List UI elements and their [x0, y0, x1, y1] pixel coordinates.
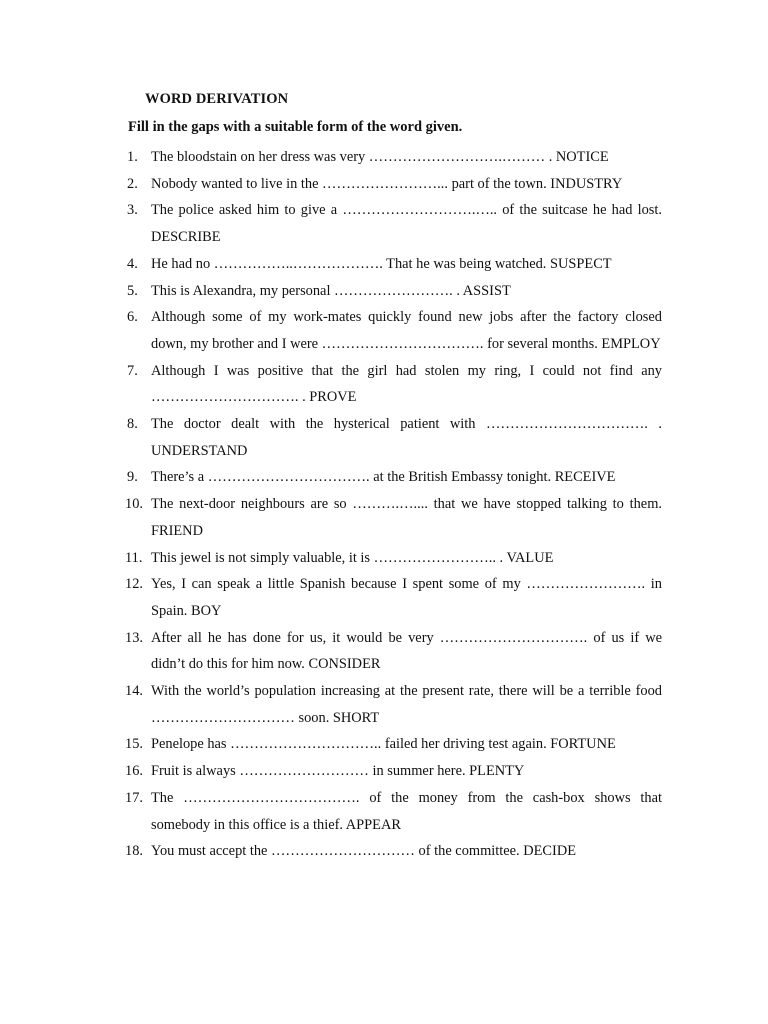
- exercise-item: [127, 678, 662, 731]
- item-text: This is Alexandra, my personal ……………………. . ASSIST: [151, 282, 511, 299]
- worksheet-instruction: Fill in the gaps with a suitable form of the word given.: [128, 119, 463, 135]
- exercise-item: [127, 358, 662, 411]
- item-text: There’s a ……………………………. at the British Embassy tonight. RECEIVE: [151, 469, 616, 486]
- item-text: Fruit is always ……………………… in summer here. PLENTY: [151, 763, 525, 780]
- item-number: 6.: [127, 309, 138, 326]
- item-number: 9.: [127, 469, 138, 486]
- item-number: 16.: [125, 763, 143, 780]
- item-text: The bloodstain on her dress was very ……………………….……… . NOTICE: [151, 149, 609, 165]
- item-number: 14.: [125, 683, 143, 700]
- item-text: After all he has done for us, it would be very …………………………. of us if we didn’t do this for him now. CONSIDER: [151, 629, 662, 673]
- item-text: The doctor dealt with the hysterical patient with ……………………………. . UNDERSTAND: [151, 416, 662, 459]
- item-text: He had no ……………..………………. That he was being watched. SUSPECT: [151, 255, 612, 272]
- exercise-item: [127, 464, 662, 491]
- exercise-item: [127, 571, 662, 624]
- item-text: Although I was positive that the girl had stolen my ring, I could not find any …………………………. . PROVE: [151, 362, 662, 406]
- item-number: 13.: [125, 629, 143, 646]
- item-text: The police asked him to give a ……………………….….. of the suitcase he had lost. DESCRIBE: [151, 202, 662, 246]
- item-text: You must accept the ………………………… of the committee. DECIDE: [151, 843, 577, 860]
- item-number: 5.: [127, 282, 138, 299]
- exercise-item: [127, 251, 662, 278]
- exercise-item: [127, 197, 662, 250]
- item-text: With the world’s population increasing at the present rate, there will be a terrible food ………………………… soon. SHORT: [151, 683, 662, 726]
- exercise-item: [127, 144, 662, 171]
- item-number: 3.: [127, 202, 138, 219]
- item-number: 4.: [127, 255, 138, 272]
- item-text: The next-door neighbours are so ……….….... that we have stopped talking to them. FRIEND: [151, 496, 662, 539]
- exercise-item: [127, 278, 662, 305]
- item-text: This jewel is not simply valuable, it is …………………….. . VALUE: [151, 549, 554, 566]
- exercise-item: [127, 545, 662, 572]
- item-text: Yes, I can speak a little Spanish because I spent some of my ……………………. in Spain. BOY: [151, 576, 662, 619]
- exercise-item: [127, 785, 662, 838]
- exercise-item: [127, 411, 662, 464]
- item-text: The ………………………………. of the money from the cash-box shows that somebody in this office is a thief. APPEAR: [151, 789, 662, 833]
- item-number: 10.: [125, 496, 143, 513]
- exercise-item: [127, 838, 662, 865]
- item-number: 7.: [127, 362, 138, 379]
- item-number: 15.: [125, 736, 143, 753]
- exercise-item: [127, 304, 662, 357]
- item-number: 1.: [127, 149, 138, 165]
- exercise-item: [127, 171, 662, 198]
- exercise-item: [127, 758, 662, 785]
- item-text: Although some of my work-mates quickly found new jobs after the factory closed down, my brother and I were ……………………………. for several months. EMPLOY: [151, 309, 662, 352]
- item-number: 11.: [125, 549, 143, 566]
- item-number: 17.: [125, 789, 143, 806]
- item-number: 2.: [127, 175, 138, 192]
- item-number: 18.: [125, 843, 143, 860]
- exercise-item: [127, 731, 662, 758]
- item-number: 8.: [127, 416, 138, 433]
- item-number: 12.: [125, 576, 143, 593]
- item-text: Penelope has ………………………….. failed her driving test again. FORTUNE: [151, 736, 616, 753]
- exercise-item: [127, 491, 662, 544]
- exercise-list: [127, 144, 662, 865]
- item-text: Nobody wanted to live in the ……………………... part of the town. INDUSTRY: [151, 175, 623, 192]
- worksheet-title: WORD DERIVATION: [145, 91, 289, 107]
- exercise-item: [127, 625, 662, 678]
